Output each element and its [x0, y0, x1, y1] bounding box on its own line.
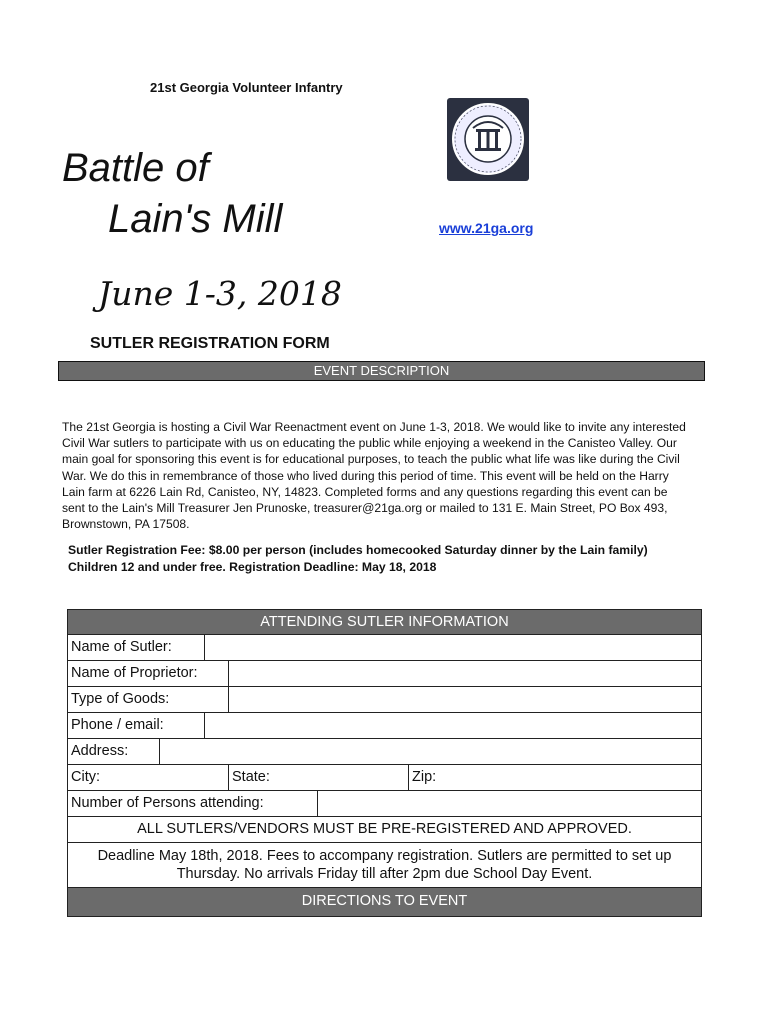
- deadline-line: Children 12 and under free. Registration Deadline: May 18, 2018: [68, 560, 437, 574]
- label-persons-attending: Number of Persons attending:: [71, 795, 264, 811]
- seal-logo-icon: [447, 98, 529, 181]
- row-persons-attending: [68, 791, 701, 817]
- label-phone-email: Phone / email:: [71, 717, 164, 733]
- label-type-of-goods: Type of Goods:: [71, 691, 170, 707]
- event-description-header: EVENT DESCRIPTION: [58, 361, 705, 381]
- deadline-notice: [68, 843, 701, 888]
- label-address: Address:: [71, 743, 129, 759]
- input-city[interactable]: [228, 765, 409, 790]
- input-phone-email[interactable]: [204, 713, 701, 738]
- input-type-of-goods[interactable]: [228, 687, 701, 712]
- label-name-of-sutler: Name of Sutler:: [71, 639, 172, 655]
- input-name-of-proprietor[interactable]: [228, 661, 701, 686]
- attending-sutler-header: ATTENDING SUTLER INFORMATION: [68, 610, 701, 635]
- label-city: City:: [71, 769, 100, 785]
- input-persons-attending[interactable]: [317, 791, 701, 816]
- sutler-info-form: [67, 609, 702, 917]
- event-title-line1: Battle of: [62, 146, 209, 190]
- row-city-state-zip: [68, 765, 701, 791]
- row-type-of-goods: [68, 687, 701, 713]
- input-state[interactable]: [408, 765, 701, 790]
- input-address[interactable]: [159, 739, 701, 764]
- organization-name: 21st Georgia Volunteer Infantry: [150, 80, 343, 95]
- form-title: SUTLER REGISTRATION FORM: [90, 335, 330, 352]
- fee-line: Sutler Registration Fee: $8.00 per person (includes homecooked Saturday dinner by the Lain family): [68, 543, 648, 557]
- deadline-line-2: Thursday. No arrivals Friday till after 2pm due School Day Event.: [176, 866, 593, 882]
- deadline-line-1: Deadline May 18th, 2018. Fees to accompany registration. Sutlers are permitted to set up: [97, 848, 672, 864]
- directions-header: DIRECTIONS TO EVENT: [68, 888, 701, 916]
- input-name-of-sutler[interactable]: [204, 635, 701, 660]
- row-name-of-proprietor: [68, 661, 701, 687]
- fee-info: [68, 542, 688, 576]
- label-name-of-proprietor: Name of Proprietor:: [71, 665, 198, 681]
- event-description-text: The 21st Georgia is hosting a Civil War Reenactment event on June 1-3, 2018. We would like to invite any interested Civil War sutlers to participate with us on educating the public while enjoying a weekend in the Canisteo Valley. Our main goal for sponsoring this event is for educational purposes, to teach the public what life was like during the Civil War. We do this in remembrance of those who lived during this period of time. This event will be held on the Harry Lain farm at 6226 Lain Rd, Canisteo, NY, 14823. Completed forms and any questions regarding this event can be sent to the Lain's Mill Treasurer Jen Prunoske, treasurer@21ga.org or mailed to 131 E. Main Street, PO Box 493, Brownstown, PA 17508.: [62, 420, 686, 532]
- row-phone-email: [68, 713, 701, 739]
- event-title-line2: Lain's Mill: [108, 197, 283, 241]
- label-zip: Zip:: [412, 769, 437, 785]
- label-state: State:: [232, 769, 270, 785]
- row-name-of-sutler: [68, 635, 701, 661]
- registration-notice: ALL SUTLERS/VENDORS MUST BE PRE-REGISTERED AND APPROVED.: [68, 817, 701, 843]
- website-link[interactable]: www.21ga.org: [439, 220, 534, 236]
- row-address: [68, 739, 701, 765]
- event-date: June 1-3, 2018: [98, 274, 342, 313]
